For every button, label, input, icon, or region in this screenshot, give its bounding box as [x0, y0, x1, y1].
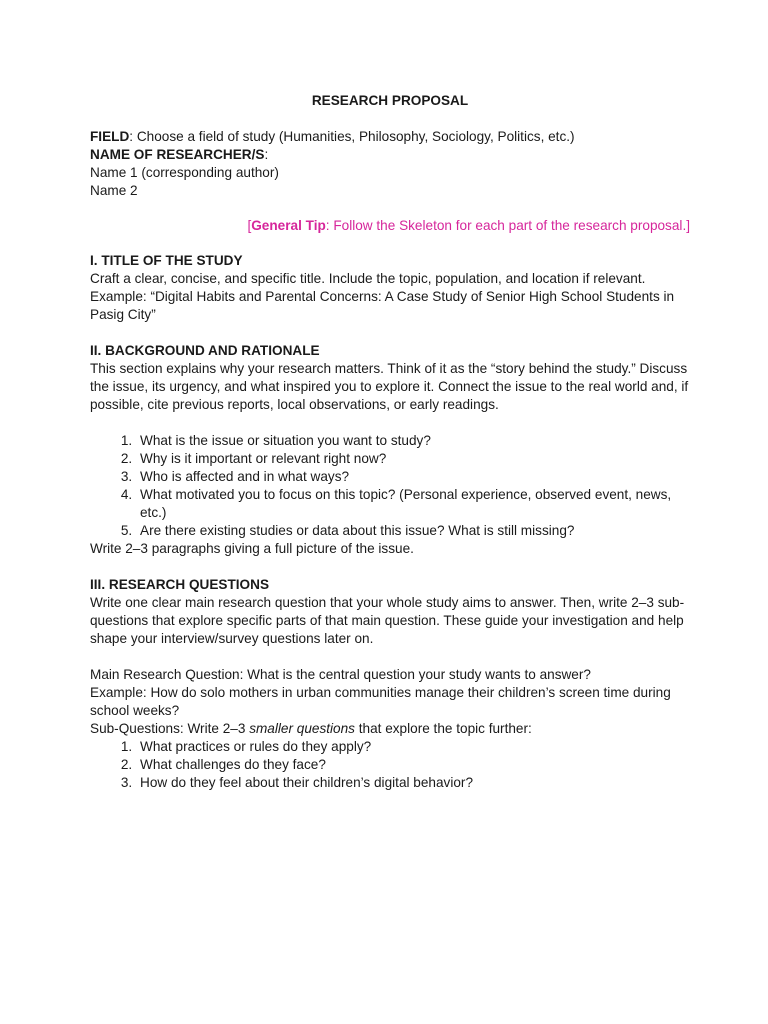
sub-question-list	[90, 738, 690, 792]
section-2-closing: Write 2–3 paragraphs giving a full picture of the issue.	[90, 541, 414, 556]
section-1-body: Craft a clear, concise, and specific title. Include the topic, population, and location if relevant.	[90, 271, 646, 286]
researchers-colon: :	[264, 147, 269, 162]
list-item: 3. Who is affected and in what ways?	[136, 468, 690, 486]
researchers-label: NAME OF RESEARCHER/S	[90, 147, 265, 162]
tip-text: : Follow the Skeleton for each part of the research proposal.	[325, 218, 687, 233]
general-tip	[90, 217, 690, 235]
field-text: : Choose a field of study (Humanities, Philosophy, Sociology, Politics, etc.)	[129, 129, 575, 144]
tip-open-bracket: [	[247, 218, 252, 233]
researchers-line	[90, 146, 690, 164]
list-item: 2. What challenges do they face?	[136, 756, 690, 774]
tip-label: General Tip	[251, 218, 326, 233]
main-research-question: Main Research Question: What is the central question your study wants to answer?	[90, 667, 591, 682]
section-1-example: Example: “Digital Habits and Parental Concerns: A Case Study of Senior High School Students in Pasig City”	[90, 289, 675, 322]
list-item: 5. Are there existing studies or data about this issue? What is still missing?	[136, 522, 690, 540]
section-1-heading: I. TITLE OF THE STUDY	[90, 253, 243, 268]
sub-intro-after: that explore the topic further:	[354, 721, 532, 736]
section-2-body: This section explains why your research matters. Think of it as the “story behind the study.” Discuss the issue, its urgency, and what inspired you to explore it. Connect the issue to the real world and, if possible, cite previous reports, local observations, or early readings.	[90, 361, 689, 412]
list-item: 1. What practices or rules do they apply?	[136, 738, 690, 756]
sub-intro-before: Sub-Questions: Write 2–3	[90, 721, 250, 736]
researcher-name-1: Name 1 (corresponding author)	[90, 165, 279, 180]
section-3-heading: III. RESEARCH QUESTIONS	[90, 577, 270, 592]
section-3-body: Write one clear main research question that your whole study aims to answer. Then, write 2–3 sub-questions that explore specific parts of that main question. These guide your investigation and help shape your interview/survey questions later on.	[90, 595, 685, 646]
section-3-example: Example: How do solo mothers in urban communities manage their children’s screen time during school weeks?	[90, 685, 671, 718]
section-2-question-list	[90, 432, 690, 540]
sub-questions-intro	[90, 720, 690, 738]
field-line	[90, 128, 690, 146]
document-title: RESEARCH PROPOSAL	[311, 93, 469, 108]
sub-intro-italic: smaller questions	[249, 721, 355, 736]
document-content	[90, 92, 690, 792]
researcher-name-2: Name 2	[90, 183, 138, 198]
field-label: FIELD	[90, 129, 130, 144]
section-2-heading: II. BACKGROUND AND RATIONALE	[90, 343, 320, 358]
tip-close-bracket: ]	[686, 218, 690, 233]
list-item: 3. How do they feel about their children’s digital behavior?	[136, 774, 690, 792]
list-item: 2. Why is it important or relevant right now?	[136, 450, 690, 468]
list-item: 4. What motivated you to focus on this topic? (Personal experience, observed event, news, etc.)	[136, 486, 690, 522]
list-item: 1. What is the issue or situation you want to study?	[136, 432, 690, 450]
